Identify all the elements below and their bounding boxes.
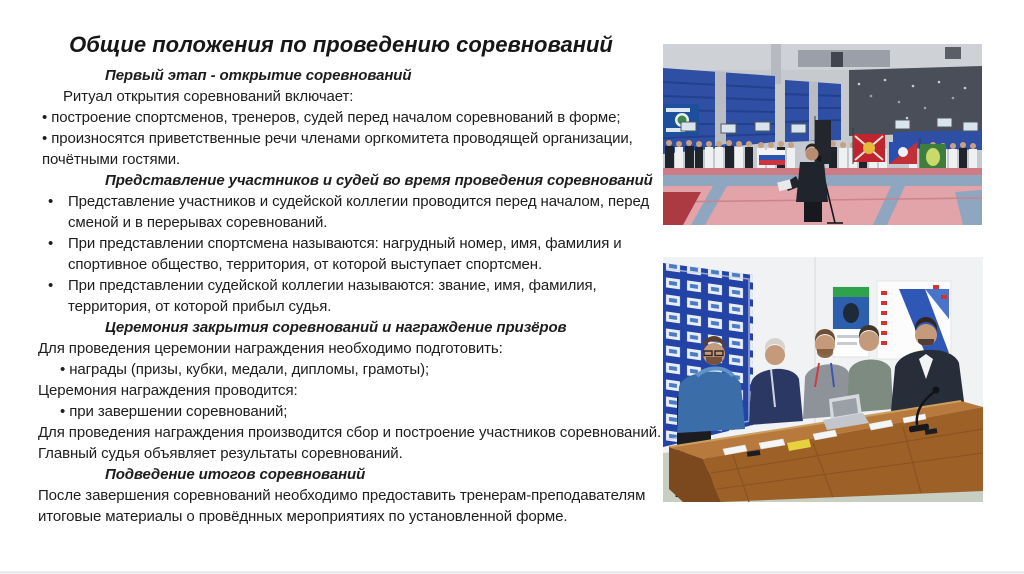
text-line: сменой и в перерывах соревнований. [68, 214, 328, 231]
slide-text-column [35, 32, 662, 527]
text-line: • построение спортсменов, тренеров, судей перед началом соревнований в форме; [35, 107, 647, 128]
page-title: Общие положения по проведению соревнований [69, 32, 613, 57]
text-line: Ритуал открытия соревнований включает: [63, 88, 354, 105]
text-line: Для проведения церемонии награждения необходимо подготовить: [38, 340, 503, 357]
opening-ceremony-photo [663, 44, 982, 225]
section-heading: Церемония закрытия соревнований и награждение призёров [105, 319, 567, 336]
judges-panel-illustration [663, 257, 983, 502]
wall-poster-right [877, 281, 951, 359]
text-line: • произносятся приветственные речи членами оргкомитета проводящей организации, [35, 128, 647, 149]
text-line: почётными гостями. [42, 151, 181, 168]
text-line: спортивное общество, территория, от которой выступает спортсмен. [68, 256, 543, 273]
text-line: Церемония награждения проводится: [38, 382, 298, 399]
text-line: • Представление участников и судейской коллегии проводится перед началом, перед [35, 191, 647, 212]
text-line: • При представлении спортсмена называются: нагрудный номер, имя, фамилия и [35, 233, 647, 254]
opening-ceremony-illustration [663, 44, 982, 225]
text-line: • при завершении соревнований; [35, 401, 647, 422]
text-line: Главный судья объявляет результаты соревнований. [38, 445, 403, 462]
section-heading: Первый этап - открытие соревнований [105, 67, 412, 84]
text-line: После завершения соревнований необходимо предоставить тренерам-преподавателям [38, 487, 646, 504]
section-heading: Представление участников и судей во время проведения соревнований [105, 172, 653, 189]
text-line: итоговые материалы о провёднных мероприятиях по установленной форме. [38, 508, 568, 525]
text-line: территория, от которой прибыл судья. [68, 298, 332, 315]
text-line: • При представлении судейской коллегии называются: звание, имя, фамилия, [35, 275, 647, 296]
judges-panel-photo [663, 257, 983, 502]
slide-text-lines [35, 65, 662, 527]
text-line: • награды (призы, кубки, медали, дипломы, грамоты); [35, 359, 647, 380]
text-line: Для проведения награждения производится сбор и построение участников соревнований. [38, 424, 662, 441]
section-heading: Подведение итогов соревнований [105, 466, 366, 483]
